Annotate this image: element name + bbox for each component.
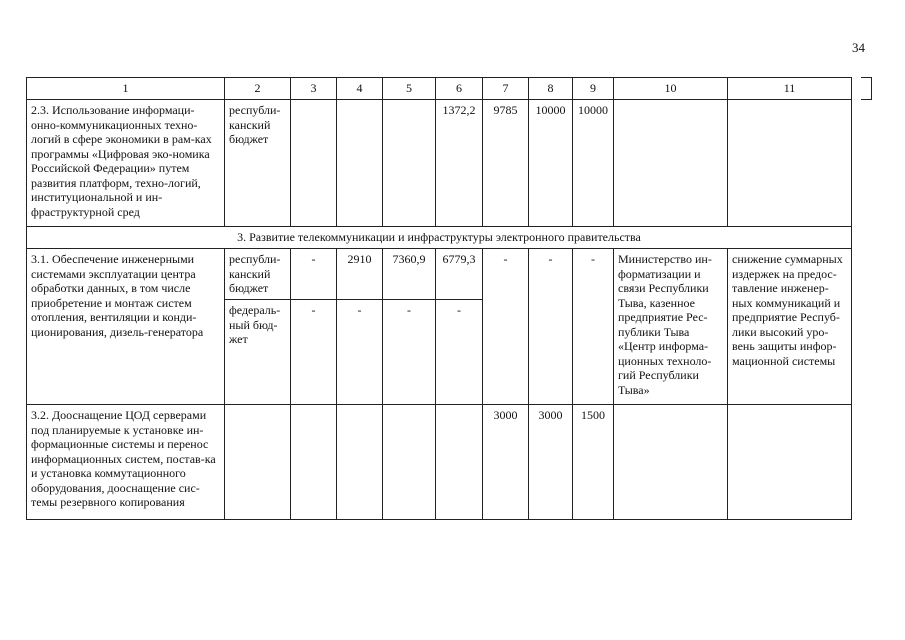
header-cell: 6 bbox=[436, 78, 483, 100]
header-cell: 10 bbox=[614, 78, 728, 100]
value-cell bbox=[383, 405, 436, 520]
value-cell: 9785 bbox=[483, 100, 529, 227]
header-cell: 5 bbox=[383, 78, 436, 100]
value-cell: 7360,9 bbox=[383, 249, 436, 300]
table-row-2-3 bbox=[27, 100, 852, 227]
value-cell: 6779,3 bbox=[436, 249, 483, 300]
activity-name: 3.2. Дооснащение ЦОД серверами под планируемые к установке ин-формационные системы и перенос информационных систем, постав-ка и установка коммутационного оборудования, дооснащение сис-темы резервного копирования bbox=[27, 405, 225, 520]
responsible-cell: Министерство ин-форматизации и связи Республики Тыва, казенное предприятие Рес-публики Тыва «Центр информа-ционных техноло-гий Республики Тыва» bbox=[614, 249, 728, 405]
funding-source: федераль-ный бюд-жет bbox=[225, 300, 291, 405]
value-cell: - bbox=[291, 249, 337, 300]
header-extra-cell bbox=[861, 77, 872, 100]
value-cell: 3000 bbox=[483, 405, 529, 520]
value-cell bbox=[291, 100, 337, 227]
value-cell bbox=[337, 100, 383, 227]
value-cell bbox=[436, 405, 483, 520]
value-cell: - bbox=[383, 300, 436, 405]
result-cell bbox=[728, 405, 852, 520]
header-cell: 3 bbox=[291, 78, 337, 100]
funding-source: республи-канский бюджет bbox=[225, 100, 291, 227]
value-cell: 1500 bbox=[573, 405, 614, 520]
value-cell: 3000 bbox=[529, 405, 573, 520]
header-cell: 2 bbox=[225, 78, 291, 100]
value-cell bbox=[337, 405, 383, 520]
result-cell: снижение суммарных издержек на предос-тавление инженер-ных коммуникаций и предприятие Респуб-лики высокий уро-вень защиты инфор-мационной системы bbox=[728, 249, 852, 405]
header-cell: 7 bbox=[483, 78, 529, 100]
table-row-3-1 bbox=[27, 249, 852, 300]
funding-source: республи-канский бюджет bbox=[225, 249, 291, 300]
value-cell: - bbox=[529, 249, 573, 405]
page-number: 34 bbox=[852, 40, 865, 55]
value-cell: 10000 bbox=[573, 100, 614, 227]
responsible-cell bbox=[614, 100, 728, 227]
value-cell: - bbox=[436, 300, 483, 405]
header-cell: 9 bbox=[573, 78, 614, 100]
funding-source bbox=[225, 405, 291, 520]
value-cell: 1372,2 bbox=[436, 100, 483, 227]
header-cell: 8 bbox=[529, 78, 573, 100]
header-row bbox=[27, 78, 852, 100]
value-cell: 2910 bbox=[337, 249, 383, 300]
value-cell bbox=[383, 100, 436, 227]
table-row-3-2 bbox=[27, 405, 852, 520]
program-table bbox=[26, 77, 852, 520]
value-cell: - bbox=[337, 300, 383, 405]
section-row bbox=[27, 227, 852, 249]
header-cell: 4 bbox=[337, 78, 383, 100]
activity-name: 2.3. Использование информаци-онно-коммуникационных техно-логий в сфере экономики в рам-ках программы «Цифровая эко-номика Российской Федерации» путем развития платформ, техно-логий, институциональной и ин-фраструктурной сред bbox=[27, 100, 225, 227]
value-cell: - bbox=[291, 300, 337, 405]
responsible-cell bbox=[614, 405, 728, 520]
value-cell: - bbox=[483, 249, 529, 405]
result-cell bbox=[728, 100, 852, 227]
header-cell: 11 bbox=[728, 78, 852, 100]
value-cell bbox=[291, 405, 337, 520]
value-cell: 10000 bbox=[529, 100, 573, 227]
header-cell: 1 bbox=[27, 78, 225, 100]
section-title: 3. Развитие телекоммуникации и инфраструктуры электронного правительства bbox=[27, 227, 852, 249]
value-cell: - bbox=[573, 249, 614, 405]
activity-name: 3.1. Обеспечение инженерными системами эксплуатации центра обработки данных, в том числе приобретение и монтаж систем отопления, вентиляции и конди-ционирования, дизель-генератора bbox=[27, 249, 225, 405]
